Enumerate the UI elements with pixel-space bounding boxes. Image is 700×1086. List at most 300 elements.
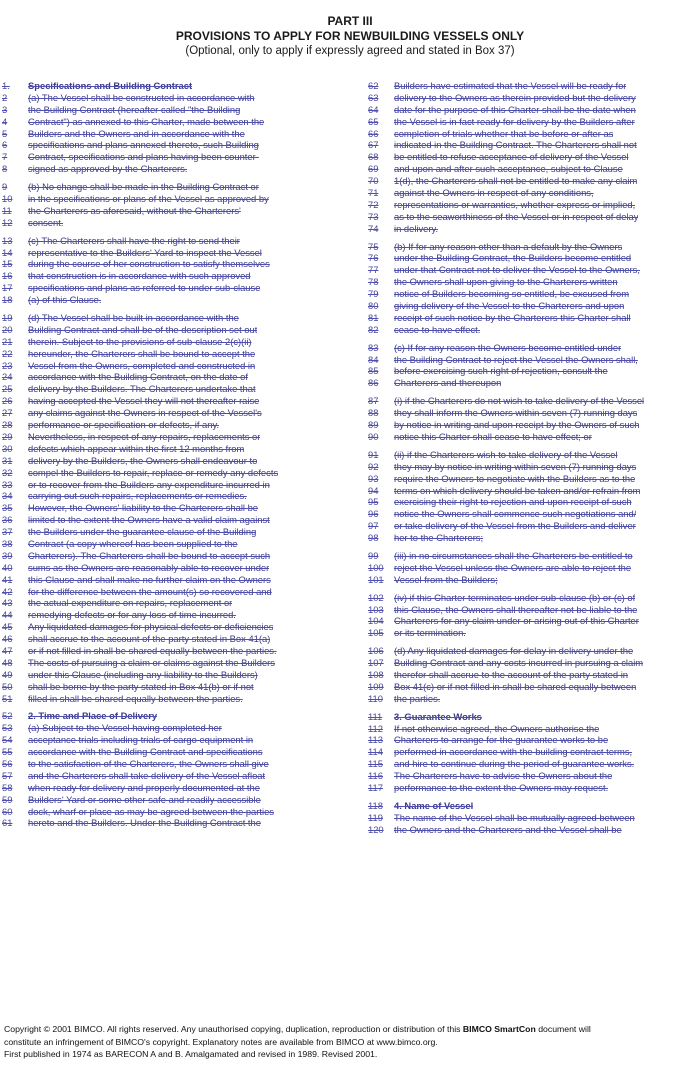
clause-line bbox=[2, 139, 342, 151]
line-number: 38 bbox=[2, 537, 13, 549]
clause-line bbox=[2, 181, 342, 193]
clause-line bbox=[368, 365, 690, 377]
line-number: 96 bbox=[368, 508, 379, 520]
page-title: PROVISIONS TO APPLY FOR NEWBUILDING VESSELS ONLY bbox=[175, 29, 525, 43]
line-number: 117 bbox=[368, 781, 383, 793]
line-text: therefor shall accrue to the account of the party stated in bbox=[394, 668, 628, 680]
line-number: 119 bbox=[368, 811, 383, 823]
clause-line bbox=[2, 609, 342, 621]
clause-line bbox=[368, 80, 690, 92]
line-text: delivery by the Builders, the Owners shall endeavour to bbox=[28, 454, 258, 466]
clause-line bbox=[368, 199, 690, 211]
line-text: delivery to the Owners as therein provided but the delivery bbox=[394, 91, 636, 103]
line-text: The name of the Vessel shall be mutually agreed between bbox=[394, 811, 635, 823]
line-text: to the satisfaction of the Charterers, the Owners shall give bbox=[28, 757, 269, 769]
line-number: 65 bbox=[368, 115, 379, 127]
line-number: 8 bbox=[2, 163, 8, 175]
line-number: 104 bbox=[368, 615, 384, 627]
line-text: under that Contract not to deliver the Vessel to the Owners, bbox=[394, 264, 640, 276]
footer-line-2: constitute an infringement of BIMCO's copyright. Explanatory notes are available from BIMCO at www.bimco.org. bbox=[4, 1036, 438, 1047]
clause-line bbox=[368, 645, 690, 657]
line-number: 87 bbox=[368, 395, 379, 407]
line-text: (a) The Vessel shall be constructed in accordance with bbox=[28, 91, 255, 103]
clause-line bbox=[2, 574, 342, 586]
right-column bbox=[368, 80, 690, 836]
clause-line bbox=[368, 746, 690, 758]
line-text: reject the Vessel unless the Owners are able to reject the bbox=[394, 561, 632, 573]
clause-line bbox=[2, 258, 342, 270]
clause-line bbox=[2, 336, 342, 348]
line-text: her to the Charterers; bbox=[394, 532, 484, 544]
line-text: signed as approved by the Charterers. bbox=[28, 163, 188, 175]
line-text: in delivery. bbox=[394, 222, 439, 234]
line-text: If not otherwise agreed, the Owners authorise the bbox=[394, 722, 600, 734]
line-text: shall be borne by the party stated in Box 41(b) or if not bbox=[28, 680, 254, 692]
line-text: (c) If for any reason the Owners become entitled under bbox=[394, 341, 622, 353]
line-number: 78 bbox=[368, 276, 379, 288]
line-text: the Owners shall upon giving to the Charterers written bbox=[394, 276, 618, 288]
line-number: 83 bbox=[368, 341, 379, 353]
line-text: be entitled to refuse acceptance of delivery of the Vessel bbox=[394, 151, 629, 163]
line-number: 100 bbox=[368, 561, 384, 573]
line-number: 14 bbox=[2, 246, 13, 258]
clause-line bbox=[2, 633, 342, 645]
clause-heading: 3. Guarantee Works bbox=[394, 710, 482, 722]
line-text: dock, wharf or place as may be agreed between the parties bbox=[28, 805, 274, 817]
line-text: this Clause, the Owners shall thereafter not be liable to the bbox=[394, 603, 638, 615]
line-number: 18 bbox=[2, 294, 13, 306]
line-text: when ready for delivery and properly documented at the bbox=[28, 781, 260, 793]
clause-line bbox=[2, 324, 342, 336]
line-number: 79 bbox=[368, 288, 379, 300]
line-number: 37 bbox=[2, 526, 13, 538]
line-number: 107 bbox=[368, 657, 384, 669]
line-text: in the specifications or plans of the Vessel as approved by bbox=[28, 193, 269, 205]
line-number: 39 bbox=[2, 549, 13, 561]
clause-heading: 2. Time and Place of Delivery bbox=[28, 710, 158, 722]
clause-line bbox=[2, 151, 342, 163]
line-text: notice this Charter shall cease to have effect; or bbox=[394, 430, 592, 442]
clause-line bbox=[368, 139, 690, 151]
clause-line bbox=[2, 235, 342, 247]
line-number: 112 bbox=[368, 722, 383, 734]
clause-line bbox=[368, 496, 690, 508]
line-number: 88 bbox=[368, 407, 379, 419]
clause-line bbox=[2, 817, 342, 829]
line-text: Builders' Yard or some other safe and readily accessible bbox=[28, 793, 261, 805]
clause-line bbox=[368, 175, 690, 187]
line-number: 45 bbox=[2, 621, 13, 633]
clause-line bbox=[368, 604, 690, 616]
line-text: (ii) if the Charterers wish to take delivery of the Vessel bbox=[394, 448, 618, 460]
line-text: the Building Contract (hereafter called "the Building bbox=[28, 103, 241, 115]
line-number: 66 bbox=[368, 127, 379, 139]
clause-line bbox=[368, 342, 690, 354]
line-text: Builders and the Owners and in accordance with the bbox=[28, 127, 245, 139]
clause-line bbox=[368, 615, 690, 627]
clause-line bbox=[368, 116, 690, 128]
line-number: 24 bbox=[2, 371, 13, 383]
clause-line bbox=[2, 360, 342, 372]
clause-line bbox=[368, 812, 690, 824]
line-number: 41 bbox=[2, 573, 13, 585]
clause-line bbox=[2, 746, 342, 758]
line-number: 77 bbox=[368, 264, 379, 276]
line-number: 21 bbox=[2, 335, 13, 347]
line-number: 19 bbox=[2, 312, 13, 324]
clause-line bbox=[368, 723, 690, 735]
clause-line bbox=[2, 538, 342, 550]
clause-heading: 4. Name of Vessel bbox=[394, 799, 474, 811]
line-text: representations or warranties, whether express or implied, bbox=[394, 198, 636, 210]
line-text: specifications and plans annexed thereto, such Building bbox=[28, 139, 259, 151]
clause-line bbox=[368, 354, 690, 366]
line-text: receipt of such notice by the Charterers this Charter shall bbox=[394, 311, 631, 323]
line-text: (b) If for any reason other than a default by the Owners bbox=[394, 240, 623, 252]
line-text: compel the Builders to repair, replace or remedy any defects bbox=[28, 466, 279, 478]
line-number: 116 bbox=[368, 770, 383, 782]
line-text: the parties. bbox=[394, 692, 441, 704]
line-number: 108 bbox=[368, 668, 384, 680]
line-number: 11 bbox=[2, 204, 12, 216]
line-number: 30 bbox=[2, 442, 13, 454]
line-text: Charterers to arrange for the guarantee works to be bbox=[394, 734, 609, 746]
line-text: consent. bbox=[28, 216, 64, 228]
clause-line bbox=[2, 502, 342, 514]
clause-heading: Specifications and Building Contract bbox=[28, 80, 193, 91]
line-text: specifications and plans as referred to under sub-clause bbox=[28, 282, 261, 294]
line-text: notice of Builders becoming so entitled, be excused from bbox=[394, 288, 630, 300]
line-number: 25 bbox=[2, 383, 13, 395]
line-text: accordance with the Building Contract and specifications bbox=[28, 746, 263, 758]
line-number: 99 bbox=[368, 549, 379, 561]
line-number: 109 bbox=[368, 680, 384, 692]
line-number: 28 bbox=[2, 419, 13, 431]
clause-line bbox=[368, 187, 690, 199]
clause-line bbox=[2, 562, 342, 574]
line-text: or its termination. bbox=[394, 627, 466, 639]
line-number: 34 bbox=[2, 490, 13, 502]
line-text: performance to the extent the Owners may request. bbox=[394, 781, 609, 793]
line-number: 33 bbox=[2, 478, 13, 490]
line-number: 31 bbox=[2, 454, 13, 466]
line-number: 58 bbox=[2, 781, 13, 793]
line-text: Any liquidated damages for physical defects or deficiencies bbox=[28, 621, 274, 633]
line-text: date for the purpose of this Charter shall be the date when bbox=[394, 103, 636, 115]
line-number: 52 bbox=[2, 710, 13, 722]
line-number: 120 bbox=[368, 823, 384, 835]
clause-line bbox=[2, 247, 342, 259]
clause-line bbox=[368, 419, 690, 431]
line-text: Contract (a copy whereof has been supplied to the bbox=[28, 537, 238, 549]
line-text: 1(d), the Charterers shall not be entitled to make any claim bbox=[394, 175, 638, 187]
line-text: Nevertheless, in respect of any repairs, replacements or bbox=[28, 430, 261, 442]
line-number: 105 bbox=[368, 627, 384, 639]
line-number: 54 bbox=[2, 734, 13, 746]
line-text: before exercising such right of rejection, consult the bbox=[394, 365, 608, 377]
line-text: the Vessel is in fact ready for delivery by the Builders after bbox=[394, 115, 635, 127]
line-number: 82 bbox=[368, 323, 379, 335]
clause-line bbox=[368, 104, 690, 116]
line-number: 73 bbox=[368, 210, 379, 222]
clause-line bbox=[368, 562, 690, 574]
clause-line bbox=[368, 711, 690, 723]
clause-line bbox=[2, 270, 342, 282]
line-number: 106 bbox=[368, 645, 384, 657]
clause-line bbox=[2, 407, 342, 419]
clause-line bbox=[2, 621, 342, 633]
line-number: 51 bbox=[2, 692, 13, 704]
clause-line bbox=[2, 395, 342, 407]
line-number: 57 bbox=[2, 769, 13, 781]
clause-line bbox=[368, 657, 690, 669]
line-text: (d) The Vessel shall be built in accordance with the bbox=[28, 312, 239, 324]
line-text: therein. Subject to the provisions of sub-clause 2(c)(ii) bbox=[28, 335, 252, 347]
line-text: hereto and the Builders. Under the Building Contract the bbox=[28, 817, 261, 829]
clause-line bbox=[2, 371, 342, 383]
clause-line bbox=[2, 419, 342, 431]
line-number: 61 bbox=[2, 817, 13, 829]
clause-line bbox=[368, 734, 690, 746]
line-number: 102 bbox=[368, 591, 384, 603]
clause-line bbox=[2, 586, 342, 598]
clause-line bbox=[368, 508, 690, 520]
clause-line bbox=[2, 550, 342, 562]
line-text: or if not filled in shall be shared equally between the parties. bbox=[28, 644, 277, 656]
line-number: 53 bbox=[2, 722, 13, 734]
clause-line bbox=[368, 377, 690, 389]
clause-line bbox=[2, 431, 342, 443]
clause-line bbox=[368, 824, 690, 836]
line-number: 3 bbox=[2, 103, 8, 115]
clause-line bbox=[368, 163, 690, 175]
line-number: 93 bbox=[368, 472, 379, 484]
clause-line bbox=[368, 770, 690, 782]
clause-line bbox=[2, 92, 342, 104]
line-number: 72 bbox=[368, 198, 379, 210]
line-text: and hire to continue during the period of guarantee works. bbox=[394, 758, 635, 770]
clause-line bbox=[2, 443, 342, 455]
line-text: (c) The Charterers shall have the right to send their bbox=[28, 234, 240, 246]
line-text: shall accrue to the account of the party stated in Box 41(a) bbox=[28, 633, 271, 645]
clause-line bbox=[2, 193, 342, 205]
line-text: the Building Contract to reject the Vessel the Owners shall, bbox=[394, 353, 638, 365]
line-number: 64 bbox=[368, 103, 379, 115]
line-number: 20 bbox=[2, 323, 13, 335]
line-text: by notice in writing and upon receipt by the Owners of such bbox=[394, 419, 640, 431]
line-text: and the Charterers shall take delivery of the Vessel afloat bbox=[28, 769, 266, 781]
clause-line bbox=[368, 223, 690, 235]
clause-line bbox=[2, 104, 342, 116]
footer-line-1: Copyright © 2001 BIMCO. All rights reserved. Any unauthorised copying, duplication, reproduction or distribution of this BIMCO SmartCon document will bbox=[4, 1024, 591, 1034]
line-text: or to recover from the Builders any expenditure incurred in bbox=[28, 478, 270, 490]
line-number: 16 bbox=[2, 270, 13, 282]
line-number: 62 bbox=[368, 80, 379, 91]
clause-line bbox=[2, 467, 342, 479]
line-text: Contract, specifications and plans having been counter- bbox=[28, 151, 259, 163]
clause-line bbox=[2, 205, 342, 217]
line-text: require the Owners to negotiate with the Builders as to the bbox=[394, 472, 636, 484]
line-text: Box 41(c) or if not filled in shall be shared equally between bbox=[394, 680, 637, 692]
line-number: 35 bbox=[2, 502, 13, 514]
clause-line bbox=[368, 532, 690, 544]
line-text: (d) Any liquidated damages for delay in delivery under the bbox=[394, 645, 634, 657]
line-text: However, the Owners' liability to the Charterers shall be bbox=[28, 502, 259, 514]
line-text: sums as the Owners are reasonably able to recover under bbox=[28, 561, 270, 573]
line-number: 70 bbox=[368, 175, 379, 187]
clause-line bbox=[368, 395, 690, 407]
line-text: delivery by the Builders. The Charterers undertake that bbox=[28, 383, 256, 395]
clause-line bbox=[2, 294, 342, 306]
line-number: 111 bbox=[368, 710, 383, 722]
clause-line bbox=[368, 627, 690, 639]
line-number: 2 bbox=[2, 91, 8, 103]
clause-line bbox=[368, 485, 690, 497]
copyright-footer bbox=[4, 1023, 694, 1061]
line-number: 91 bbox=[368, 448, 379, 460]
clause-line bbox=[368, 288, 690, 300]
line-number: 101 bbox=[368, 573, 384, 585]
clause-line bbox=[2, 782, 342, 794]
clause-line bbox=[368, 758, 690, 770]
line-text: against the Owners in respect of any conditions, bbox=[394, 187, 594, 199]
line-number: 118 bbox=[368, 799, 383, 811]
line-number: 26 bbox=[2, 395, 13, 407]
line-text: any claims against the Owners in respect of the Vessel's bbox=[28, 407, 262, 419]
line-text: exercising their right to rejection and upon receipt of such bbox=[394, 496, 632, 508]
line-number: 55 bbox=[2, 746, 13, 758]
line-text: performance or specification or defects, if any. bbox=[28, 419, 220, 431]
line-number: 60 bbox=[2, 805, 13, 817]
line-number: 95 bbox=[368, 496, 379, 508]
clause-line bbox=[2, 526, 342, 538]
line-number: 49 bbox=[2, 668, 13, 680]
line-number: 15 bbox=[2, 258, 13, 270]
line-text: representative to the Builders' Yard to inspect the Vessel bbox=[28, 246, 262, 258]
line-number: 75 bbox=[368, 240, 379, 252]
line-number: 84 bbox=[368, 353, 379, 365]
line-text: performed in accordance with the building contract terms, bbox=[394, 746, 633, 758]
line-text: (b) No change shall be made in the Building Contract or bbox=[28, 181, 259, 193]
line-text: indicated in the Building Contract. The Charterers shall not bbox=[394, 139, 637, 151]
clause-line bbox=[368, 312, 690, 324]
clause-line bbox=[368, 782, 690, 794]
line-text: (i) if the Charterers do not wish to take delivery of the Vessel bbox=[394, 395, 645, 407]
clause-line bbox=[2, 734, 342, 746]
line-number: 7 bbox=[2, 151, 8, 163]
line-number: 74 bbox=[368, 222, 379, 234]
clause-line bbox=[368, 211, 690, 223]
line-number: 56 bbox=[2, 757, 13, 769]
line-text: Vessel from the Builders; bbox=[394, 573, 498, 585]
clause-line bbox=[2, 282, 342, 294]
clause-line bbox=[368, 276, 690, 288]
line-text: Charterers). The Charterers shall be bound to accept such bbox=[28, 549, 271, 561]
clause-line bbox=[2, 116, 342, 128]
clause-line bbox=[2, 669, 342, 681]
line-number: 17 bbox=[2, 282, 13, 294]
line-text: notice the Owners shall commence such negotiations and/ bbox=[394, 508, 637, 520]
clause-line bbox=[368, 241, 690, 253]
line-number: 9 bbox=[2, 181, 8, 193]
line-text: during the course of her construction to satisfy themselves bbox=[28, 258, 270, 270]
line-number: 81 bbox=[368, 311, 379, 323]
clause-line bbox=[368, 592, 690, 604]
page-subtitle: (Optional, only to apply if expressly agreed and stated in Box 37) bbox=[185, 45, 515, 57]
footer-line-3: First published in 1974 as BARECON A and B. Amalgamated and revised in 1989. Revised 2001. bbox=[4, 1049, 378, 1059]
line-text: they may by notice in writing within seven (7) running days bbox=[394, 460, 637, 472]
line-text: (iii) in no circumstances shall the Charterers be entitled to bbox=[394, 549, 633, 561]
line-number: 22 bbox=[2, 347, 13, 359]
clause-line bbox=[368, 449, 690, 461]
line-text: cease to have effect. bbox=[394, 323, 481, 335]
part-label: PART III bbox=[327, 14, 373, 28]
line-text: limited to the extent the Owners have a valid claim against bbox=[28, 514, 270, 526]
line-number: 47 bbox=[2, 644, 13, 656]
clause-line bbox=[368, 693, 690, 705]
clause-line bbox=[368, 550, 690, 562]
clause-line bbox=[2, 770, 342, 782]
line-text: Building Contract and any costs incurred in pursuing a claim bbox=[394, 657, 644, 669]
line-number: 85 bbox=[368, 365, 379, 377]
line-number: 89 bbox=[368, 419, 379, 431]
clause-line bbox=[2, 479, 342, 491]
line-number: 59 bbox=[2, 793, 13, 805]
line-text: Charterers for any claim under or arising out of this Charter bbox=[394, 615, 639, 627]
line-text: hereunder, the Charterers shall be bound to accept the bbox=[28, 347, 256, 359]
line-text: as to the seaworthiness of the Vessel or in respect of delay bbox=[394, 210, 639, 222]
line-text: the Charterers as aforesaid, without the Charterers' bbox=[28, 204, 241, 216]
clause-line bbox=[2, 163, 342, 175]
clause-line bbox=[2, 597, 342, 609]
line-text: (a) Subject to the Vessel having completed her bbox=[28, 722, 222, 734]
clause-line bbox=[368, 520, 690, 532]
clause-line bbox=[368, 669, 690, 681]
line-text: under the Building Contract, the Builders become entitled bbox=[394, 252, 632, 264]
line-number: 113 bbox=[368, 734, 383, 746]
clause-line bbox=[368, 681, 690, 693]
line-number: 94 bbox=[368, 484, 379, 496]
line-text: the actual expenditure on repairs, replacement or bbox=[28, 597, 233, 609]
clause-line bbox=[368, 252, 690, 264]
line-number: 80 bbox=[368, 300, 379, 312]
line-number: 115 bbox=[368, 758, 383, 770]
clause-line bbox=[2, 348, 342, 360]
line-number: 67 bbox=[368, 139, 379, 151]
clause-line bbox=[2, 80, 342, 92]
line-text: giving delivery of the Vessel to the Charterers and upon bbox=[394, 300, 625, 312]
line-text: they shall inform the Owners within seven (7) running days bbox=[394, 407, 638, 419]
line-number: 23 bbox=[2, 359, 13, 371]
line-number: 43 bbox=[2, 597, 13, 609]
line-text: The Charterers have to advise the Owners about the bbox=[394, 770, 613, 782]
line-number: 63 bbox=[368, 91, 379, 103]
line-text: Contract") as annexed to this Charter, made between the bbox=[28, 115, 265, 127]
clause-line bbox=[2, 128, 342, 140]
clause-line bbox=[368, 461, 690, 473]
clause-line bbox=[368, 128, 690, 140]
clause-line bbox=[368, 800, 690, 812]
line-text: Builders have estimated that the Vessel will be ready for bbox=[394, 80, 627, 91]
line-number: 90 bbox=[368, 430, 379, 442]
clause-line bbox=[368, 431, 690, 443]
line-number: 5 bbox=[2, 127, 8, 139]
line-number: 1. bbox=[2, 80, 10, 91]
line-number: 27 bbox=[2, 407, 13, 419]
line-number: 46 bbox=[2, 633, 13, 645]
clause-line bbox=[2, 455, 342, 467]
clause-line bbox=[368, 151, 690, 163]
